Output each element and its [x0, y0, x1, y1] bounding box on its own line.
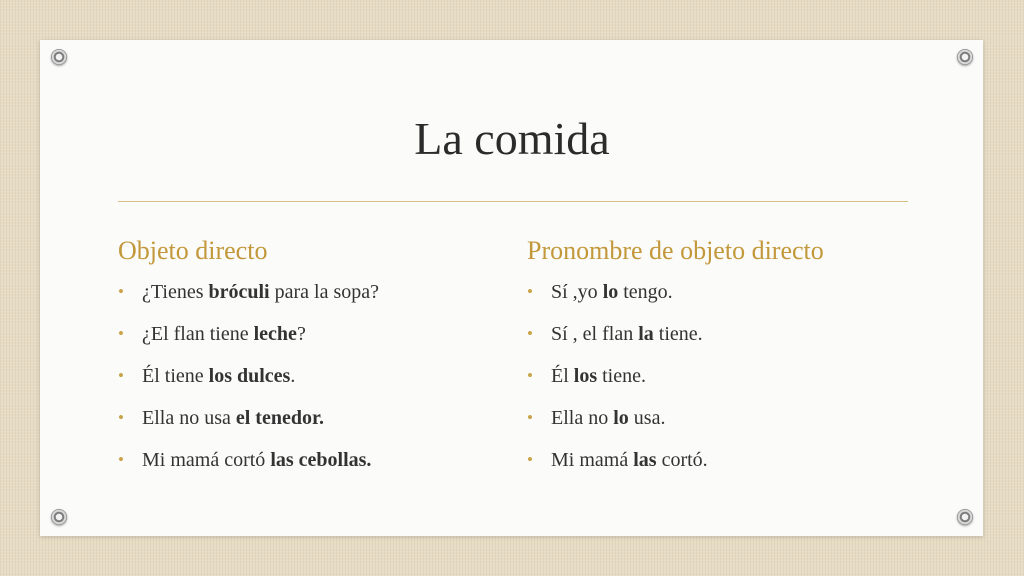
item-text: .	[290, 365, 296, 387]
item-text: ?	[296, 323, 306, 345]
item-text: Ella no usa	[142, 407, 236, 429]
pushpin-icon	[957, 509, 973, 525]
list-item	[527, 313, 927, 355]
title-divider	[118, 201, 908, 202]
bullet-icon: •	[527, 324, 533, 343]
item-text: ¿Tienes	[142, 281, 209, 303]
item-bold-text: la	[638, 323, 654, 345]
bullet-icon: •	[118, 366, 124, 385]
item-text: Mi mamá	[551, 449, 634, 471]
bullet-icon: •	[118, 450, 124, 469]
item-text: Ella no	[551, 407, 614, 429]
item-text: tiene.	[597, 365, 646, 387]
item-text: Él tiene	[142, 365, 209, 387]
pushpin-icon	[957, 49, 973, 65]
item-text: para la sopa?	[269, 281, 379, 303]
slide-title: La comida	[414, 113, 610, 164]
item-text: Sí ,yo	[551, 281, 603, 303]
list-item	[118, 355, 498, 397]
item-text: tengo.	[618, 281, 673, 303]
right-column	[527, 231, 927, 481]
item-text: tiene.	[653, 323, 703, 345]
item-text: Mi mamá cortó	[142, 449, 271, 471]
item-bold-text: los	[573, 365, 598, 387]
item-text: Sí , el flan	[551, 323, 639, 345]
item-bold-text: el tenedor.	[235, 407, 325, 429]
item-bold-text: las	[633, 449, 657, 471]
list-item	[118, 313, 498, 355]
bullet-icon: •	[118, 324, 124, 343]
item-bold-text: leche	[253, 323, 297, 345]
bullet-icon: •	[527, 450, 533, 469]
bullet-icon: •	[527, 282, 533, 301]
pushpin-icon	[51, 49, 67, 65]
item-bold-text: lo	[602, 281, 619, 303]
list-item	[527, 355, 927, 397]
item-bold-text: lo	[613, 407, 629, 429]
bullet-icon: •	[527, 366, 533, 385]
bullet-icon: •	[118, 408, 124, 427]
bullet-icon: •	[527, 408, 533, 427]
item-text: usa.	[628, 407, 666, 429]
list-item	[118, 397, 498, 439]
left-column-heading: Objeto directo	[118, 236, 268, 265]
item-bold-text: las cebollas.	[270, 449, 372, 471]
item-bold-text: bróculi	[208, 281, 270, 303]
item-text: cortó.	[656, 449, 708, 471]
list-item	[118, 439, 498, 481]
list-item	[527, 271, 927, 313]
right-column-heading: Pronombre de objeto directo	[527, 236, 824, 265]
item-bold-text: los dulces	[208, 365, 291, 387]
item-text: ¿El flan tiene	[142, 323, 254, 345]
list-item	[527, 439, 927, 481]
list-item	[118, 271, 498, 313]
left-column	[118, 231, 498, 481]
right-list	[527, 271, 927, 481]
pushpin-icon	[51, 509, 67, 525]
bullet-icon: •	[118, 282, 124, 301]
left-list	[118, 271, 498, 481]
item-text: Él	[551, 365, 574, 387]
list-item	[527, 397, 927, 439]
